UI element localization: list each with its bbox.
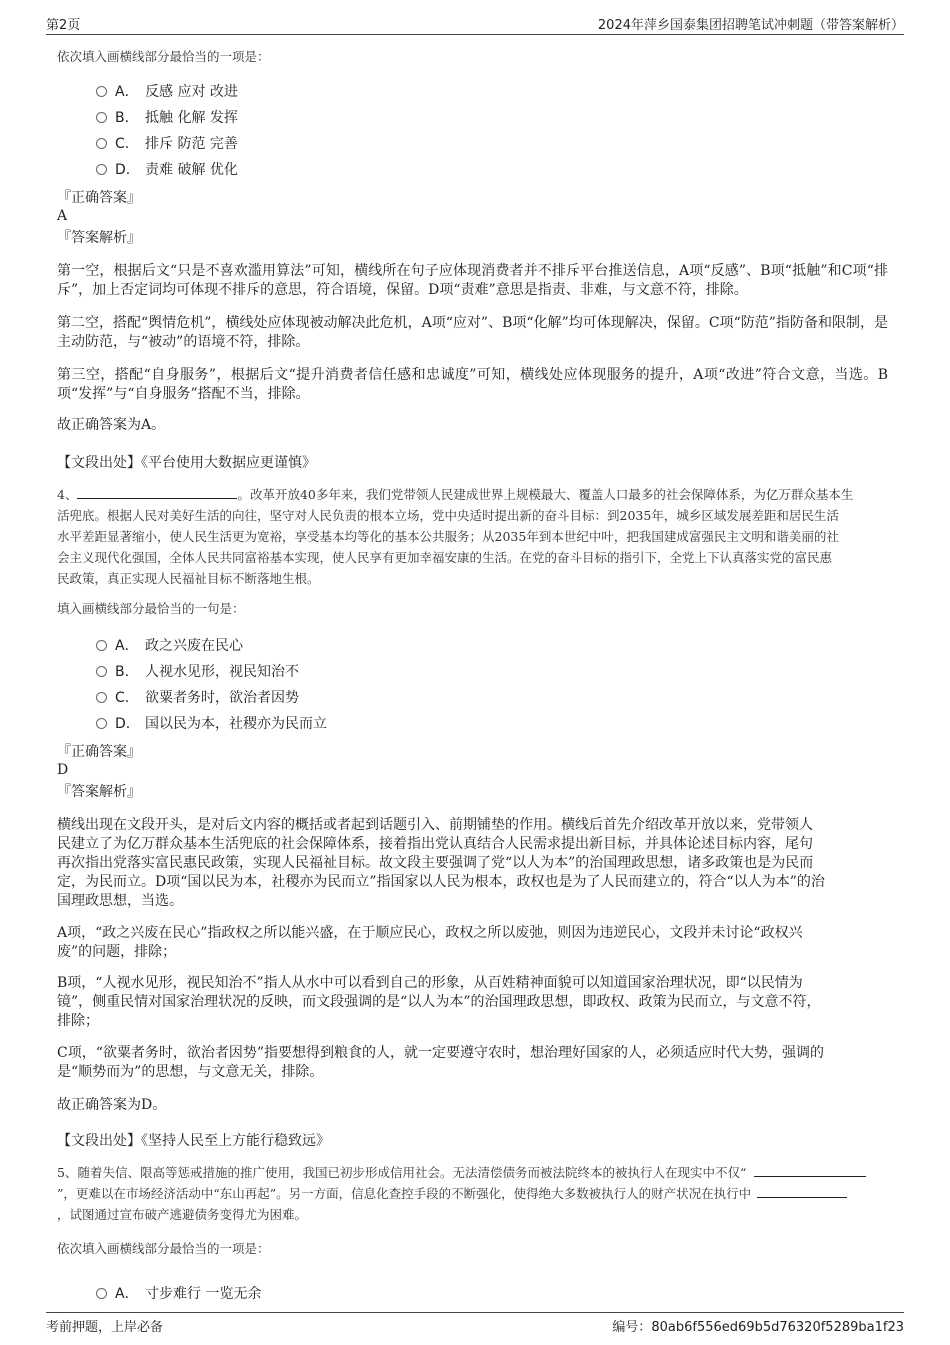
- fill-blank: [754, 1164, 866, 1177]
- q4-option-b[interactable]: [96, 662, 299, 682]
- option-letter: B.: [115, 110, 130, 126]
- option-text: 寸步难行 一览无余: [145, 1286, 262, 1302]
- q5-line2: ”，更难以在市场经济活动中“东山再起”。另一方面，信息化查控手段的不断强化，使得绝大多数被执行人的财产状况在执行中: [57, 1186, 752, 1201]
- footer-slogan: 考前押题，上岸必备: [46, 1320, 164, 1335]
- fill-blank: [757, 1185, 847, 1198]
- q5-option-a[interactable]: [96, 1284, 261, 1304]
- page-number: 第2页: [46, 18, 81, 33]
- q3-answer: A: [57, 208, 68, 224]
- q4-analysis-line: B项，“人视水见形，视民知治不”指人从水中可以看到自己的形象，从百姓精神面貌可以知道国家治理状况，即“以民情为: [57, 975, 803, 991]
- radio-icon[interactable]: [96, 86, 107, 97]
- page-header: [46, 10, 904, 35]
- document-id: 编号：80ab6f556ed69b5d76320f5289ba1f23: [612, 1320, 904, 1335]
- question-number: 5、: [57, 1165, 78, 1180]
- q4-analysis-line: 是“顺势而为”的思想，与文意无关，排除。: [57, 1064, 324, 1080]
- q3-prompt: 依次填入画横线部分最恰当的一项是：: [57, 49, 270, 64]
- q3-option-c[interactable]: [96, 134, 238, 154]
- option-text: 责难 破解 优化: [145, 162, 238, 178]
- radio-icon[interactable]: [96, 138, 107, 149]
- q4-analysis-line: 定，为民而立。D项“国以民为本，社稷亦为民而立”指国家以人民为根本，政权也是为了人民而建立的，符合“以人为本”的治: [57, 874, 825, 890]
- option-letter: C.: [115, 690, 130, 706]
- q4-analysis-line: 再次指出党落实富民惠民政策，实现人民福祉目标。故文段主要强调了党“以人为本”的治国理政思想，诸多政策也是为民而: [57, 855, 814, 871]
- option-letter: A．: [115, 638, 139, 654]
- q4-source: 【文段出处】《坚持人民至上方能行稳致远》: [57, 1133, 330, 1149]
- q4-analysis-line: 废”的问题，排除；: [57, 944, 177, 960]
- option-text: 抵触 化解 发挥: [145, 110, 238, 126]
- q4-option-c[interactable]: [96, 688, 299, 708]
- option-letter: D.: [115, 162, 131, 178]
- q4-option-d[interactable]: [96, 714, 327, 734]
- q4-analysis-line: A项，“政之兴废在民心”指政权之所以能兴盛，在于顺应民心，政权之所以废弛，则因为违逆民心，文段并未讨论“政权兴: [57, 925, 803, 941]
- option-text: 排斥 防范 完善: [145, 136, 238, 152]
- q3-analysis-p3: 第三空，搭配“自身服务”，根据后文“提升消费者信任感和忠诚度”可知，横线处应体现服务的提升，A项“改进”符合文意，当选。B项“发挥”与“自身服务”搭配不当，排除。: [57, 367, 888, 402]
- q4-analysis-line: 故正确答案为D。: [57, 1097, 167, 1113]
- q4-passage-tail: 。改革开放40多年来，我们党带领人民建成世界上规模最大、覆盖人口最多的社会保障体系，为亿万群众基本生: [237, 487, 854, 502]
- q3-source: 【文段出处】《平台使用大数据应更谨慎》: [57, 455, 316, 471]
- q5-passage-line-2: [57, 1183, 888, 1204]
- q4-passage-line-1: [57, 484, 888, 505]
- q4-analysis-line: C项，“欲粟者务时，欲治者因势”指要想得到粮食的人，就一定要遵守农时，想治理好国家的人，必须适应时代大势，强调的: [57, 1045, 825, 1061]
- q4-option-a[interactable]: [96, 636, 243, 656]
- question-number: 4、: [57, 487, 78, 502]
- radio-icon[interactable]: [96, 692, 107, 703]
- q4-analysis-line: 民建立了为亿万群众基本生活兜底的社会保障体系，接着指出党认真结合人民需求提出新目标，并具体论述目标内容，尾句: [57, 836, 813, 852]
- q4-passage-line: 活兜底。根据人民对美好生活的向往，坚守对人民负责的根本立场，党中央适时提出新的奋斗目标：到2035年，城乡区域发展差距和居民生活: [57, 508, 839, 523]
- radio-icon[interactable]: [96, 666, 107, 677]
- q4-prompt: 填入画横线部分最恰当的一句是：: [57, 601, 245, 616]
- option-text: 国以民为本，社稷亦为民而立: [145, 716, 327, 732]
- q3-answer-label: 『正确答案』: [57, 190, 141, 206]
- radio-icon[interactable]: [96, 718, 107, 729]
- q4-analysis-line: 镜”，侧重民情对国家治理状况的反映，而文段强调的是“以人为本”的治国理政思想，即政权、政策为民而立，与文意不符，: [57, 994, 821, 1010]
- option-text: 欲粟者务时，欲治者因势: [145, 690, 299, 706]
- q4-analysis-label: 『答案解析』: [57, 784, 141, 800]
- option-letter: A．: [115, 1286, 139, 1302]
- q4-analysis-line: 排除；: [57, 1013, 99, 1029]
- option-text: 人视水见形，视民知治不: [145, 664, 299, 680]
- q3-option-a[interactable]: [96, 82, 238, 102]
- option-letter: D.: [115, 716, 131, 732]
- option-letter: C.: [115, 136, 130, 152]
- page-footer: [46, 1312, 904, 1335]
- q4-passage-line: 水平差距显著缩小，使人民生活更为宽裕，享受基本均等化的基本公共服务；从2035年到本世纪中叶，把我国建成富强民主文明和谐美丽的社: [57, 529, 839, 544]
- option-text: 反感 应对 改进: [145, 84, 238, 100]
- q4-passage-line: 民政策，真正实现人民福祉目标不断落地生根。: [57, 571, 320, 586]
- option-text: 政之兴废在民心: [145, 638, 243, 654]
- q5-passage-line-3: ，试图通过宣布破产逃避债务变得尤为困难。: [57, 1207, 308, 1222]
- q3-option-b[interactable]: [96, 108, 238, 128]
- document-title: 2024年萍乡国泰集团招聘笔试冲刺题（带答案解析）: [597, 18, 904, 33]
- q3-analysis-p4: 故正确答案为A。: [57, 417, 166, 433]
- q3-analysis-p1: 第一空，根据后文“只是不喜欢滥用算法”可知，横线所在句子应体现消费者并不排斥平台推送信息，A项“反感”、B项“抵触”和C项“排斥”，加上否定词均可体现不排斥的意思，符合语境，保留。D项“责难”意思是指责、非难，与文意不符，排除。: [57, 263, 888, 298]
- radio-icon[interactable]: [96, 640, 107, 651]
- q3-analysis-p2: 第二空，搭配“舆情危机”，横线处应体现被动解决此危机，A项“应对”、B项“化解”均可体现解决，保留。C项“防范”指防备和限制，是主动防范，与“被动”的语境不符，排除。: [57, 315, 888, 350]
- q4-passage-line: 会主义现代化强国，全体人民共同富裕基本实现，使人民享有更加幸福安康的生活。在党的奋斗目标的指引下，全党上下认真落实党的富民惠: [57, 550, 833, 565]
- fill-blank: [77, 486, 237, 499]
- radio-icon[interactable]: [96, 164, 107, 175]
- q4-analysis-line: 国理政思想，当选。: [57, 893, 183, 909]
- q4-answer: D: [57, 762, 69, 778]
- q5-passage-line-1: [57, 1162, 888, 1183]
- q4-answer-label: 『正确答案』: [57, 744, 141, 760]
- q3-analysis-label: 『答案解析』: [57, 230, 141, 246]
- q5-prompt: 依次填入画横线部分最恰当的一项是：: [57, 1241, 270, 1256]
- option-letter: B.: [115, 664, 130, 680]
- radio-icon[interactable]: [96, 1288, 107, 1299]
- q3-option-d[interactable]: [96, 160, 238, 180]
- q5-line1: 随着失信、限高等惩戒措施的推广使用，我国已初步形成信用社会。无法清偿债务而被法院终本的被执行人在现实中不仅“: [77, 1165, 747, 1180]
- q4-analysis-line: 横线出现在文段开头，是对后文内容的概括或者起到话题引入、前期铺垫的作用。横线后首先介绍改革开放以来，党带领人: [57, 817, 813, 833]
- radio-icon[interactable]: [96, 112, 107, 123]
- option-letter: A．: [115, 84, 139, 100]
